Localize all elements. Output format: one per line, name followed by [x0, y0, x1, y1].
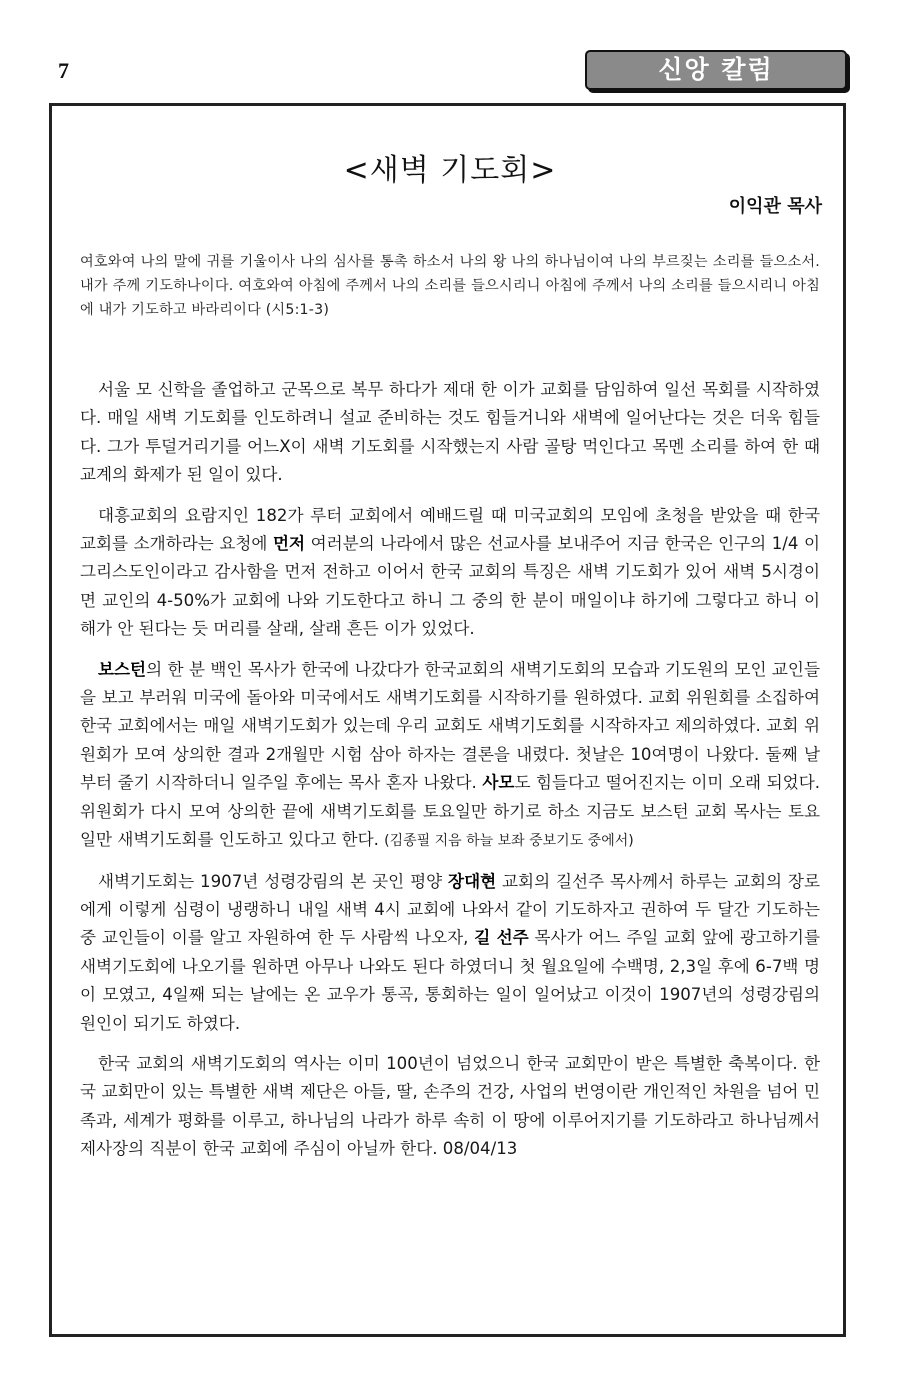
paragraph-3-source: (김종필 지음 하늘 보좌 중보기도 중에서) — [384, 833, 634, 850]
paragraph-4-emphasis: 길 선주 — [474, 928, 529, 948]
paragraph-2 — [80, 502, 820, 644]
article-author: 이익관 목사 — [728, 196, 822, 217]
paragraph-4-emphasis: 장대현 — [448, 871, 497, 891]
paragraph-5: 한국 교회의 새벽기도회의 역사는 이미 100년이 넘었으니 한국 교회만이 받은 특별한 축복이다. 한국 교회만이 있는 특별한 새벽 제단은 아들, 딸, 손주의 건강, 사업의 번영이란 개인적인 차원을 넘어 민족과, 세계가 평화를 이루고, 하나님의 나라가 하루 속히 이 땅에 이루어지기를 기도하라고 하나님께서 제사장의 직분이 한국 교회에 주심이 아닐까 한다. 08/04/13 — [80, 1053, 820, 1159]
paragraph-2-text: 대흥교회의 요람지인 182가 루터 교회에서 예배드릴 때 미국교회의 모임에 초청을 받았을 때 한국 교회를 소개하라는 요청에 — [80, 505, 820, 554]
paragraph-3-emphasis: 보스턴 — [98, 659, 147, 679]
paragraph-4-text: 교회의 길선주 목사께서 하루는 교회의 장로에게 이렇게 심령이 냉랭하니 내일 새벽 4시 교회에 나와서 같이 기도하자고 권하여 두 달간 기도하는 중 교인들이 이를 알고 자원하여 한 두 사람씩 나오자, — [80, 871, 820, 948]
article-body — [80, 376, 820, 1176]
section-label: 신앙 칼럼 — [585, 50, 847, 90]
paragraph-2-text: 여러분의 나라에서 많은 선교사를 보내주어 지금 한국은 인구의 1/4 이 그리스도인이라고 감사함을 먼저 전하고 이어서 한국 교회의 특징은 새벽 기도회가 있어 새벽 5시경이면 교인의 4-50%가 교회에 나와 기도한다고 하니 그 중의 한 분이 매일이냐 하기에 그렇다고 하니 이해가 안 된다는 듯 머리를 살래, 살래 흔든 이가 있었다. — [80, 534, 820, 639]
paragraph-4 — [80, 868, 820, 1038]
article-title: <새벽 기도회> — [343, 153, 557, 188]
paragraph-3-text: 도 힘들다고 떨어진지는 이미 오래 되었다. 위원회가 다시 모여 상의한 끝에 새벽기도회를 토요일만 하기로 하소 지금도 보스턴 교회 목사는 토요일만 새벽기도회를 인도하고 있다고 한다. — [80, 773, 820, 850]
paragraph-3-emphasis: 사모 — [482, 773, 515, 793]
paragraph-2-emphasis: 먼저 — [272, 534, 306, 554]
paragraph-4-text: 새벽기도회는 1907년 성령강림의 본 곳인 평양 — [98, 871, 449, 891]
page-number: 7 — [58, 58, 69, 83]
paragraph-4-text: 목사가 어느 주일 교회 앞에 광고하기를 새벽기도회에 나오기를 원하면 아무나 나와도 된다 하였더니 첫 월요일에 수백명, 2,3일 후에 6-7백 명이 모였고, 4일째 되는 날에는 온 교우가 통곡, 통회하는 일이 일어났고 이것이 1907년의 성령강림의 원인이 되기도 하였다. — [80, 928, 820, 1033]
paragraph-1: 서울 모 신학을 졸업하고 군목으로 복무 하다가 제대 한 이가 교회를 담임하여 일선 목회를 시작하였다. 매일 새벽 기도회를 인도하려니 설교 준비하는 것도 힘들거니와 새벽에 일어난다는 것은 더욱 힘들다. 그가 투덜거리기를 어느X이 새벽 기도회를 시작했는지 사람 골탕 먹인다고 목멘 소리를 하여 한 때 교계의 화제가 된 일이 있다. — [80, 380, 820, 485]
paragraph-3 — [80, 656, 820, 856]
paragraph-3-text: 의 한 분 백인 목사가 한국에 나갔다가 한국교회의 새벽기도회의 모습과 기도원의 모인 교인들을 보고 부러워 미국에 돌아와 미국에서도 새벽기도회를 시작하기를 원하였다. 교회 위원회를 소집하여 한국 교회에서는 매일 새벽기도회가 있는데 우리 교회도 새벽기도회를 시작하자고 제의하였다. 교회 위원회가 모여 상의한 결과 2개월만 시험 삼아 하자는 결론을 내렸다. 첫날은 10여명이 나왔다. 둘째 날부터 줄기 시작하더니 일주일 후에는 목사 혼자 나왔다. — [80, 659, 820, 793]
scripture-quote: 여호와여 나의 말에 귀를 기울이사 나의 심사를 통촉 하소서 나의 왕 나의 하나님이여 나의 부르짖는 소리를 들으소서. 내가 주께 기도하나이다. 여호와여 아침에 주께서 나의 소리를 들으시리니 아침에 주께서 나의 소리를 들으시리니 아침에 내가 기도하고 바라리이다 (시5:1-3) — [80, 254, 820, 318]
